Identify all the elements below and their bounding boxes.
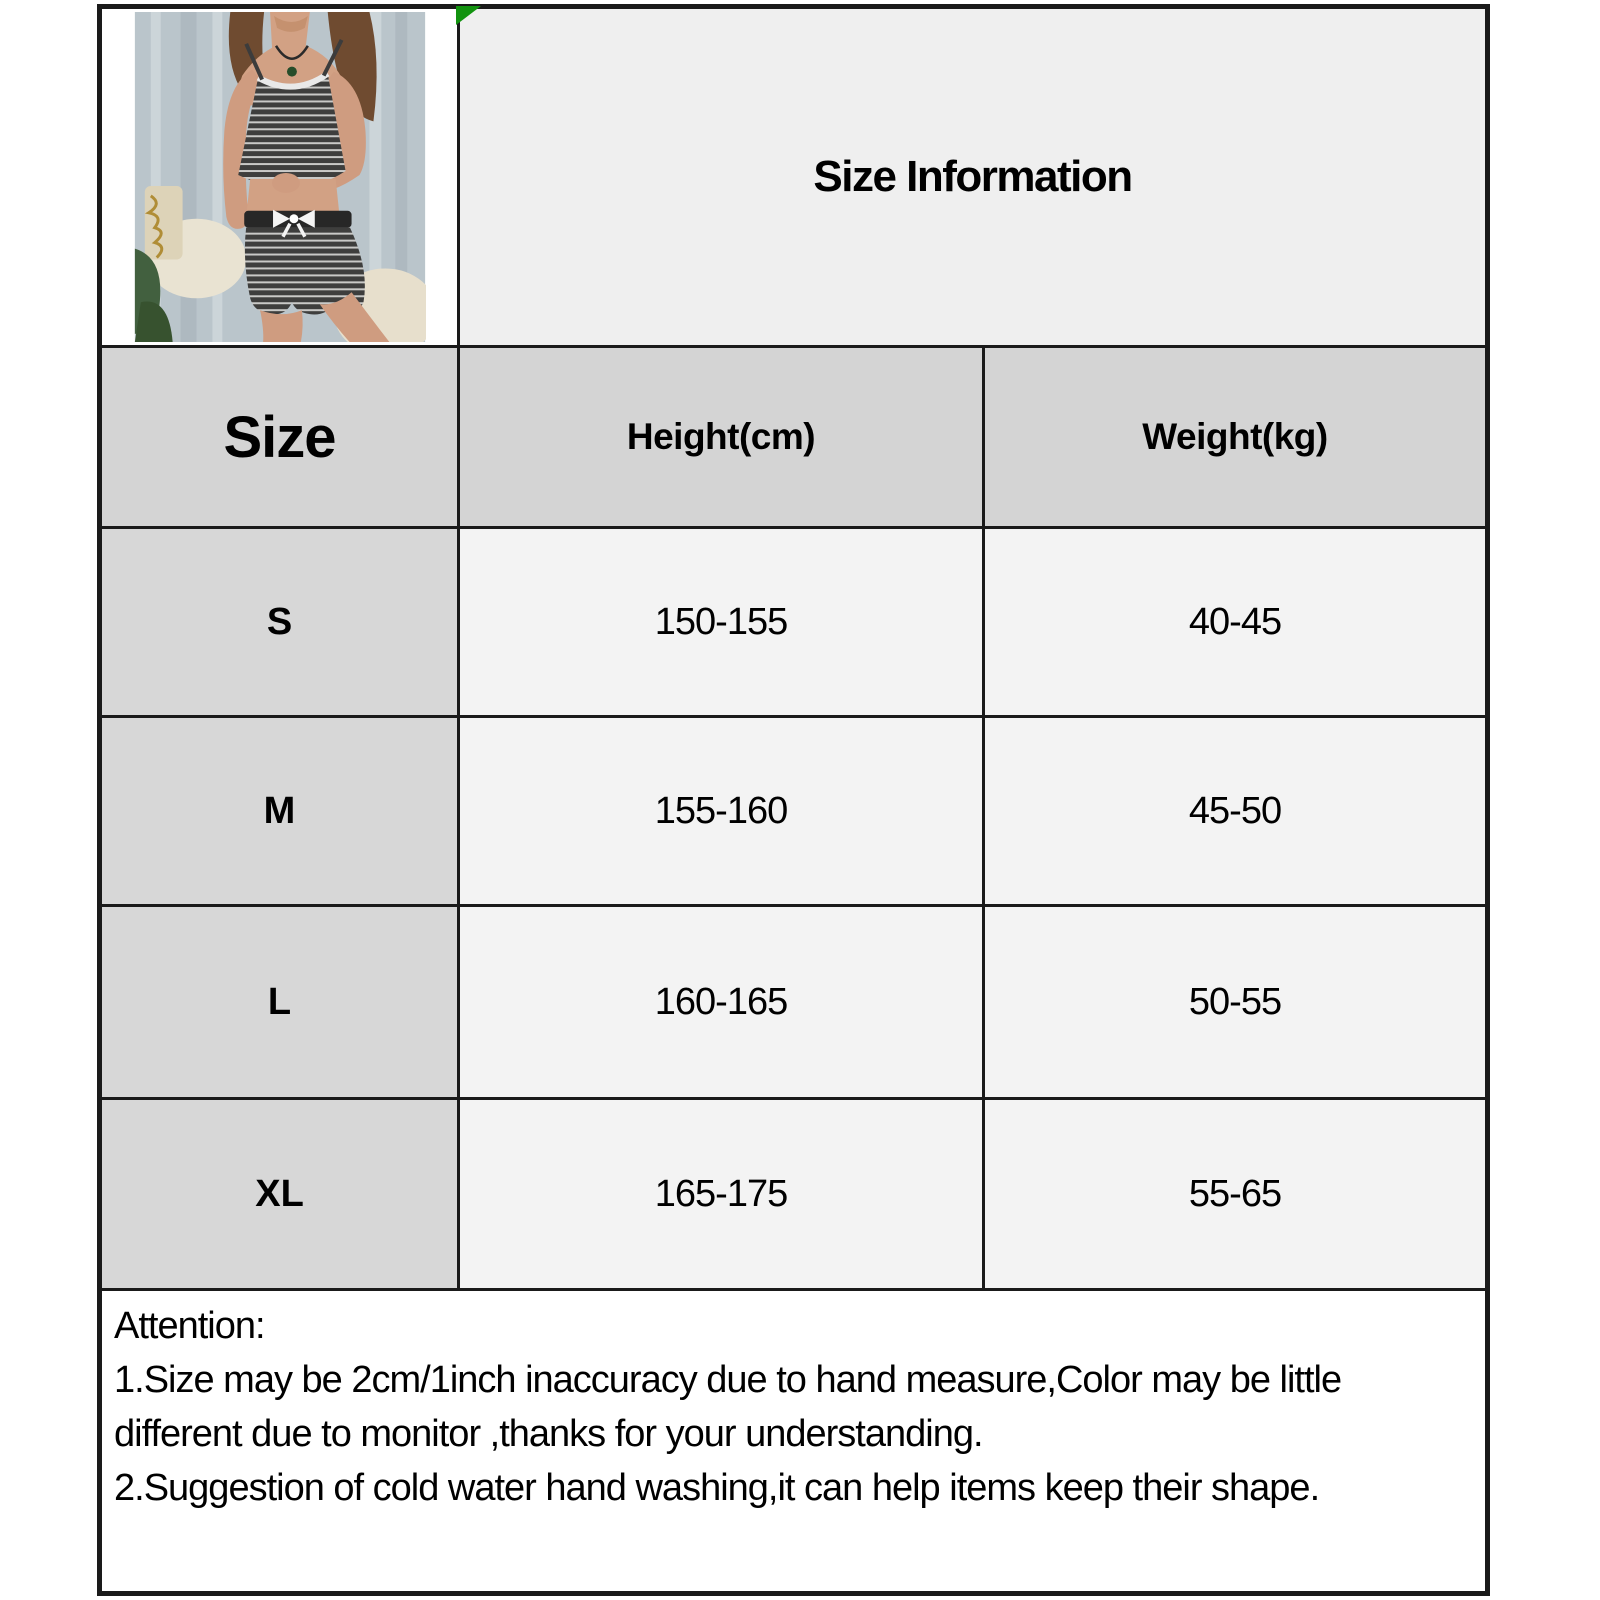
product-image-cell [100, 7, 459, 347]
midriff [246, 173, 339, 217]
attention-row [100, 1290, 1488, 1594]
attention-heading: Attention: [114, 1305, 265, 1347]
height-value-m: 155-160 [459, 717, 984, 906]
height-value-xl: 165-175 [459, 1099, 984, 1290]
column-header-size: Size [100, 347, 459, 528]
top-row [100, 7, 1488, 347]
size-label-l: L [100, 906, 459, 1099]
table-row-xl [100, 1099, 1488, 1290]
weight-value-xl: 55-65 [984, 1099, 1488, 1290]
size-information-table [97, 4, 1490, 1596]
size-label-s: S [100, 528, 459, 717]
height-value-l: 160-165 [459, 906, 984, 1099]
table-row-l [100, 906, 1488, 1099]
product-photo [134, 12, 426, 342]
green-corner-marker-icon [456, 6, 481, 25]
attention-line-2: different due to monitor ,thanks for your understanding. [114, 1413, 983, 1455]
weight-value-l: 50-55 [984, 906, 1488, 1099]
column-header-weight: Weight(kg) [984, 347, 1488, 528]
attention-cell [100, 1290, 1488, 1594]
header-row [100, 347, 1488, 528]
column-header-height: Height(cm) [459, 347, 984, 528]
height-value-s: 150-155 [459, 528, 984, 717]
table-row-m [100, 717, 1488, 906]
page-title: Size Information [813, 152, 1132, 201]
weight-value-m: 45-50 [984, 717, 1488, 906]
size-label-m: M [100, 717, 459, 906]
size-label-xl: XL [100, 1099, 459, 1290]
attention-line-1: 1.Size may be 2cm/1inch inaccuracy due to hand measure,Color may be little [114, 1359, 1342, 1401]
table-row-s [100, 528, 1488, 717]
weight-value-s: 40-45 [984, 528, 1488, 717]
attention-line-3: 2.Suggestion of cold water hand washing,it can help items keep their shape. [114, 1467, 1320, 1509]
title-cell [459, 7, 1488, 347]
